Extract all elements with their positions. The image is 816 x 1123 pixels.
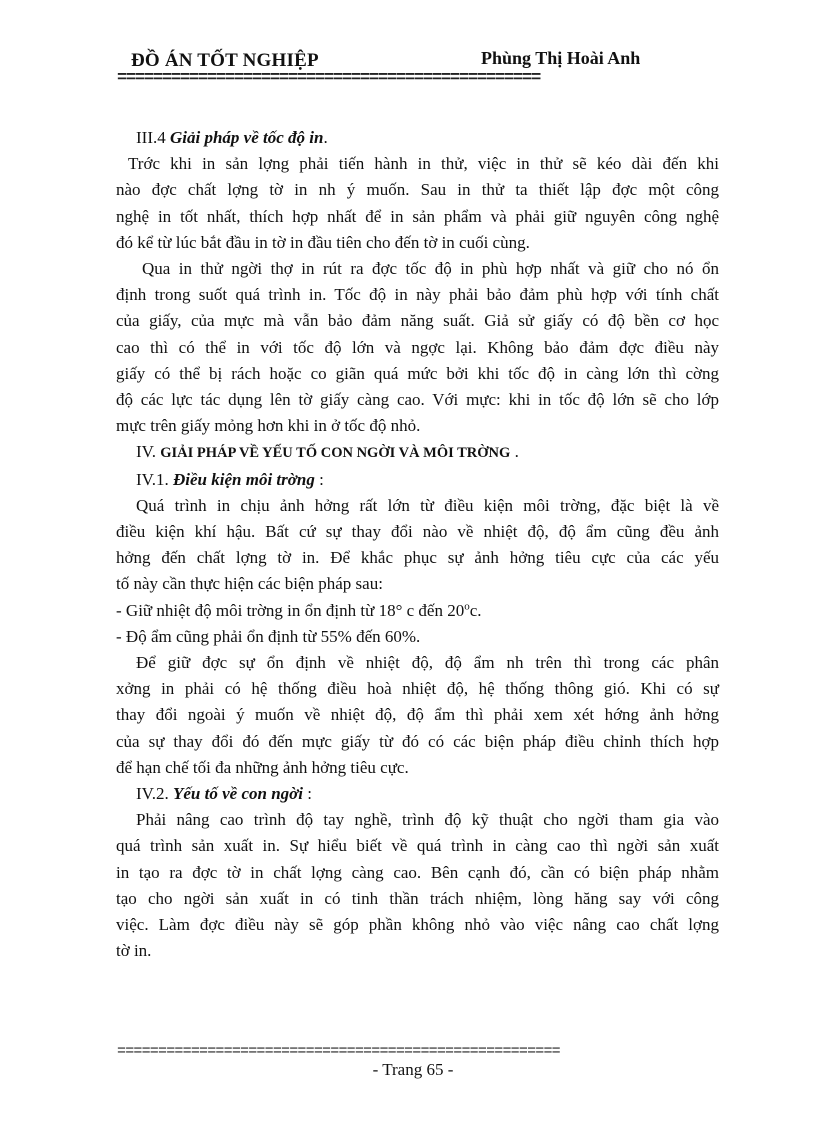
text-line: quá trình sản xuất in. Sự hiểu biết về quá trình in càng cao thì ngời sản xuất (116, 836, 719, 856)
text-line: của giấy, của mực mà vẫn bảo đảm năng suất. Giả sử giấy có độ bền cơ học (116, 311, 719, 331)
text-line: tờ in. (116, 941, 152, 961)
section-title: Điều kiện môi trờng (173, 469, 315, 489)
section-title: Giải pháp về tốc độ in (169, 128, 324, 147)
text-line: in tạo ra đợc tờ in chất lợng càng cao. Bên cạnh đó, cần có biện pháp nhằm (116, 862, 719, 882)
text-line: của sự thay đổi đó đến mực giấy từ đó có các biện pháp điều chỉnh thích hợp (116, 731, 719, 751)
section-heading-iv1: IV.1. Điều kiện môi trờng : (136, 469, 324, 489)
text-line: thay đổi ngoài ý muốn về nhiệt độ, độ ẩm thì phải xem xét hớng ảnh hởng (116, 705, 719, 725)
text-line: đó kể từ lúc bắt đầu in tờ in đầu tiên cho đến tờ in cuối cùng. (116, 232, 530, 252)
section-title: GIẢI PHÁP VỀ YẾU TỐ CON NGỜI VÀ MÔI TRỜNG (160, 445, 511, 462)
text-line: Quá trình in chịu ảnh hởng rất lớn từ điều kiện môi trờng, đặc biệt là về (136, 495, 719, 515)
section-heading-iii4: III.4 Giải pháp về tốc độ in. (136, 128, 328, 147)
text-line: cao thì có thể in với tốc độ lớn và ngợc lại. Không bảo đảm đợc điều này (116, 337, 719, 357)
text-line: xởng in phải có hệ thống điều hoà nhiệt độ, hệ thống thông gió. Khi có sự (116, 679, 719, 699)
section-heading-iv2: IV.2. Yếu tố về con ngời : (136, 784, 312, 804)
text-line: giấy có thể bị rách hoặc co giãn quá mức bởi khi tốc độ in càng lớn thì cờng (116, 363, 719, 383)
text-line: để hạn chế tối đa những ảnh hởng tiêu cực. (116, 757, 409, 777)
text-line: điều kiện khí hậu. Bất cứ sự thay đổi nào về nhiệt độ, độ ẩm cũng đều ảnh (116, 522, 719, 542)
text-line: Qua in thử ngời thợ in rút ra đợc tốc độ in phù hợp nhất và giữ cho nó ổn (142, 259, 719, 279)
text-line: độ các lực tác dụng lên tờ giấy càng cao. Với mực: khi in tốc độ lớn sẽ cho lớp (116, 390, 719, 410)
bullet-item: - Giữ nhiệt độ môi trờng in ổn định từ 18° c đến 20$^o$c. (116, 600, 482, 620)
paragraph (116, 807, 719, 964)
text-line: Để giữ đợc sự ổn định về nhiệt độ, độ ẩm nh trên thì trong các phân (136, 653, 719, 673)
text-line: Phải nâng cao trình độ tay nghề, trình độ kỹ thuật cho ngời tham gia vào (136, 810, 719, 830)
paragraph (116, 493, 719, 598)
bullet-item: - Độ ẩm cũng phải ổn định từ 55% đến 60%. (116, 626, 421, 646)
header-rule: =============================================== (117, 70, 541, 87)
text-line: mực trên giấy mỏng hơn khi in ở tốc độ nhỏ. (116, 416, 421, 436)
section-heading-iv: IV. GIẢI PHÁP VỀ YẾU TỐ CON NGỜI VÀ MÔI TRỜNG . (136, 442, 519, 462)
text-line: Trớc khi in sản lợng phải tiến hành in thử, việc in thử sẽ kéo dài đến khi (128, 154, 719, 174)
text-line: nghệ in tốt nhất, thích hợp nhất để in sản phẩm và phải giữ nguyên công nghệ (116, 206, 719, 226)
paragraph (116, 151, 719, 256)
text-line: định trong suốt quá trình in. Tốc độ in này phải bảo đảm phù hợp với tính chất (116, 285, 719, 305)
text-line: tố này cần thực hiện các biện pháp sau: (116, 574, 383, 594)
section-title: Yếu tố về con ngời (173, 784, 303, 804)
text-line: việc. Làm đợc điều này sẽ góp phần không nhỏ vào việc nâng cao chất lợng (116, 915, 719, 935)
page-number-container (0, 1060, 816, 1080)
text-line: hởng đến chất lợng tờ in. Để khắc phục sự ảnh hởng tiêu cực của các yếu (116, 548, 719, 568)
paragraph (116, 256, 719, 439)
document-title: ĐỒ ÁN TỐT NGHIỆP (131, 50, 319, 71)
page-body (116, 125, 719, 965)
text-line: tạo cho ngời sản xuất in có tinh thần trách nhiệm, lòng hăng say với công (116, 888, 719, 908)
text-line: nào đợc chất lợng tờ in nh ý muốn. Sau in thử ta thiết lập đợc một công (116, 180, 719, 200)
page-number: - Trang 65 - (372, 1060, 454, 1079)
author-name: Phùng Thị Hoài Anh (481, 48, 641, 68)
paragraph (116, 650, 719, 781)
footer-rule: ====================================================== (117, 1044, 560, 1059)
